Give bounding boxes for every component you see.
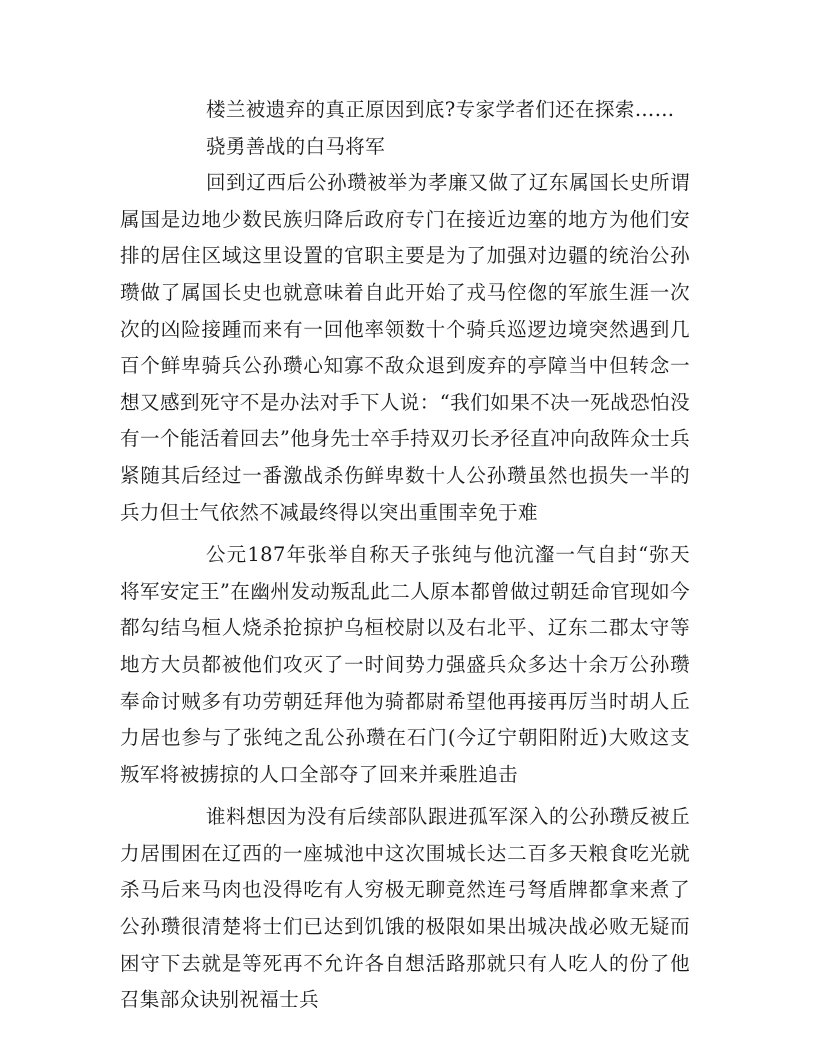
section-title: 骁勇善战的白马将军: [206, 134, 386, 158]
paragraph-3: 谁料想因为没有后续部队跟进孤军深入的公孙瓒反被丘力居围困在辽西的一座城池中这次围城长达二百多天粮食吃光就杀马后来马肉也没得吃有人穷极无聊竟然连弓弩盾牌都拿来煮了公孙瓒很清楚将士们已达到饥饿的极限如果出城决战必败无疑而困守下去就是等死再不允许各自想活路那就只有人吃人的份了他召集部众诀别祝福士兵: [120, 805, 690, 1012]
intro-line: 楼兰被遗弃的真正原因到底?专家学者们还在探索……: [206, 98, 675, 121]
paragraph-2: 公元187年张举自称天子张纯与他沆瀣一气自封“弥天将军安定王”在幽州发动叛乱此二人原本都曾做过朝廷命官现如今都勾结乌桓人烧杀抢掠护乌桓校尉以及右北平、辽东二郡太守等地方大员都被他们攻灭了一时间势力强盛兵众多达十余万公孙瓒奉命讨贼多有功劳朝廷拜他为骑都尉希望他再接再厉当时胡人丘力居也参与了张纯之乱公孙瓒在石门(今辽宁朝阳附近)大败这支叛军将被掳掠的人口全部夺了回来并乘胜追击: [120, 543, 690, 786]
paragraph-1: 回到辽西后公孙瓒被举为孝廉又做了辽东属国长史所谓属国是边地少数民族归降后政府专门在接近边塞的地方为他们安排的居住区域这里设置的官职主要是为了加强对边疆的统治公孙瓒做了属国长史也就意味着自此开始了戎马倥偬的军旅生涯一次次的凶险接踵而来有一回他率领数十个骑兵巡逻边境突然遇到几百个鲜卑骑兵公孙瓒心知寡不敌众退到废弃的亭障当中但转念一想又感到死守不是办法对手下人说：“我们如果不决一死战恐怕没有一个能活着回去”他身先士卒手持双刃长矛径直冲向敌阵众士兵紧随其后经过一番激战杀伤鲜卑数十人公孙瓒虽然也损失一半的兵力但士气依然不减最终得以突出重围幸免于难: [120, 171, 690, 524]
document-body: [120, 92, 690, 1019]
